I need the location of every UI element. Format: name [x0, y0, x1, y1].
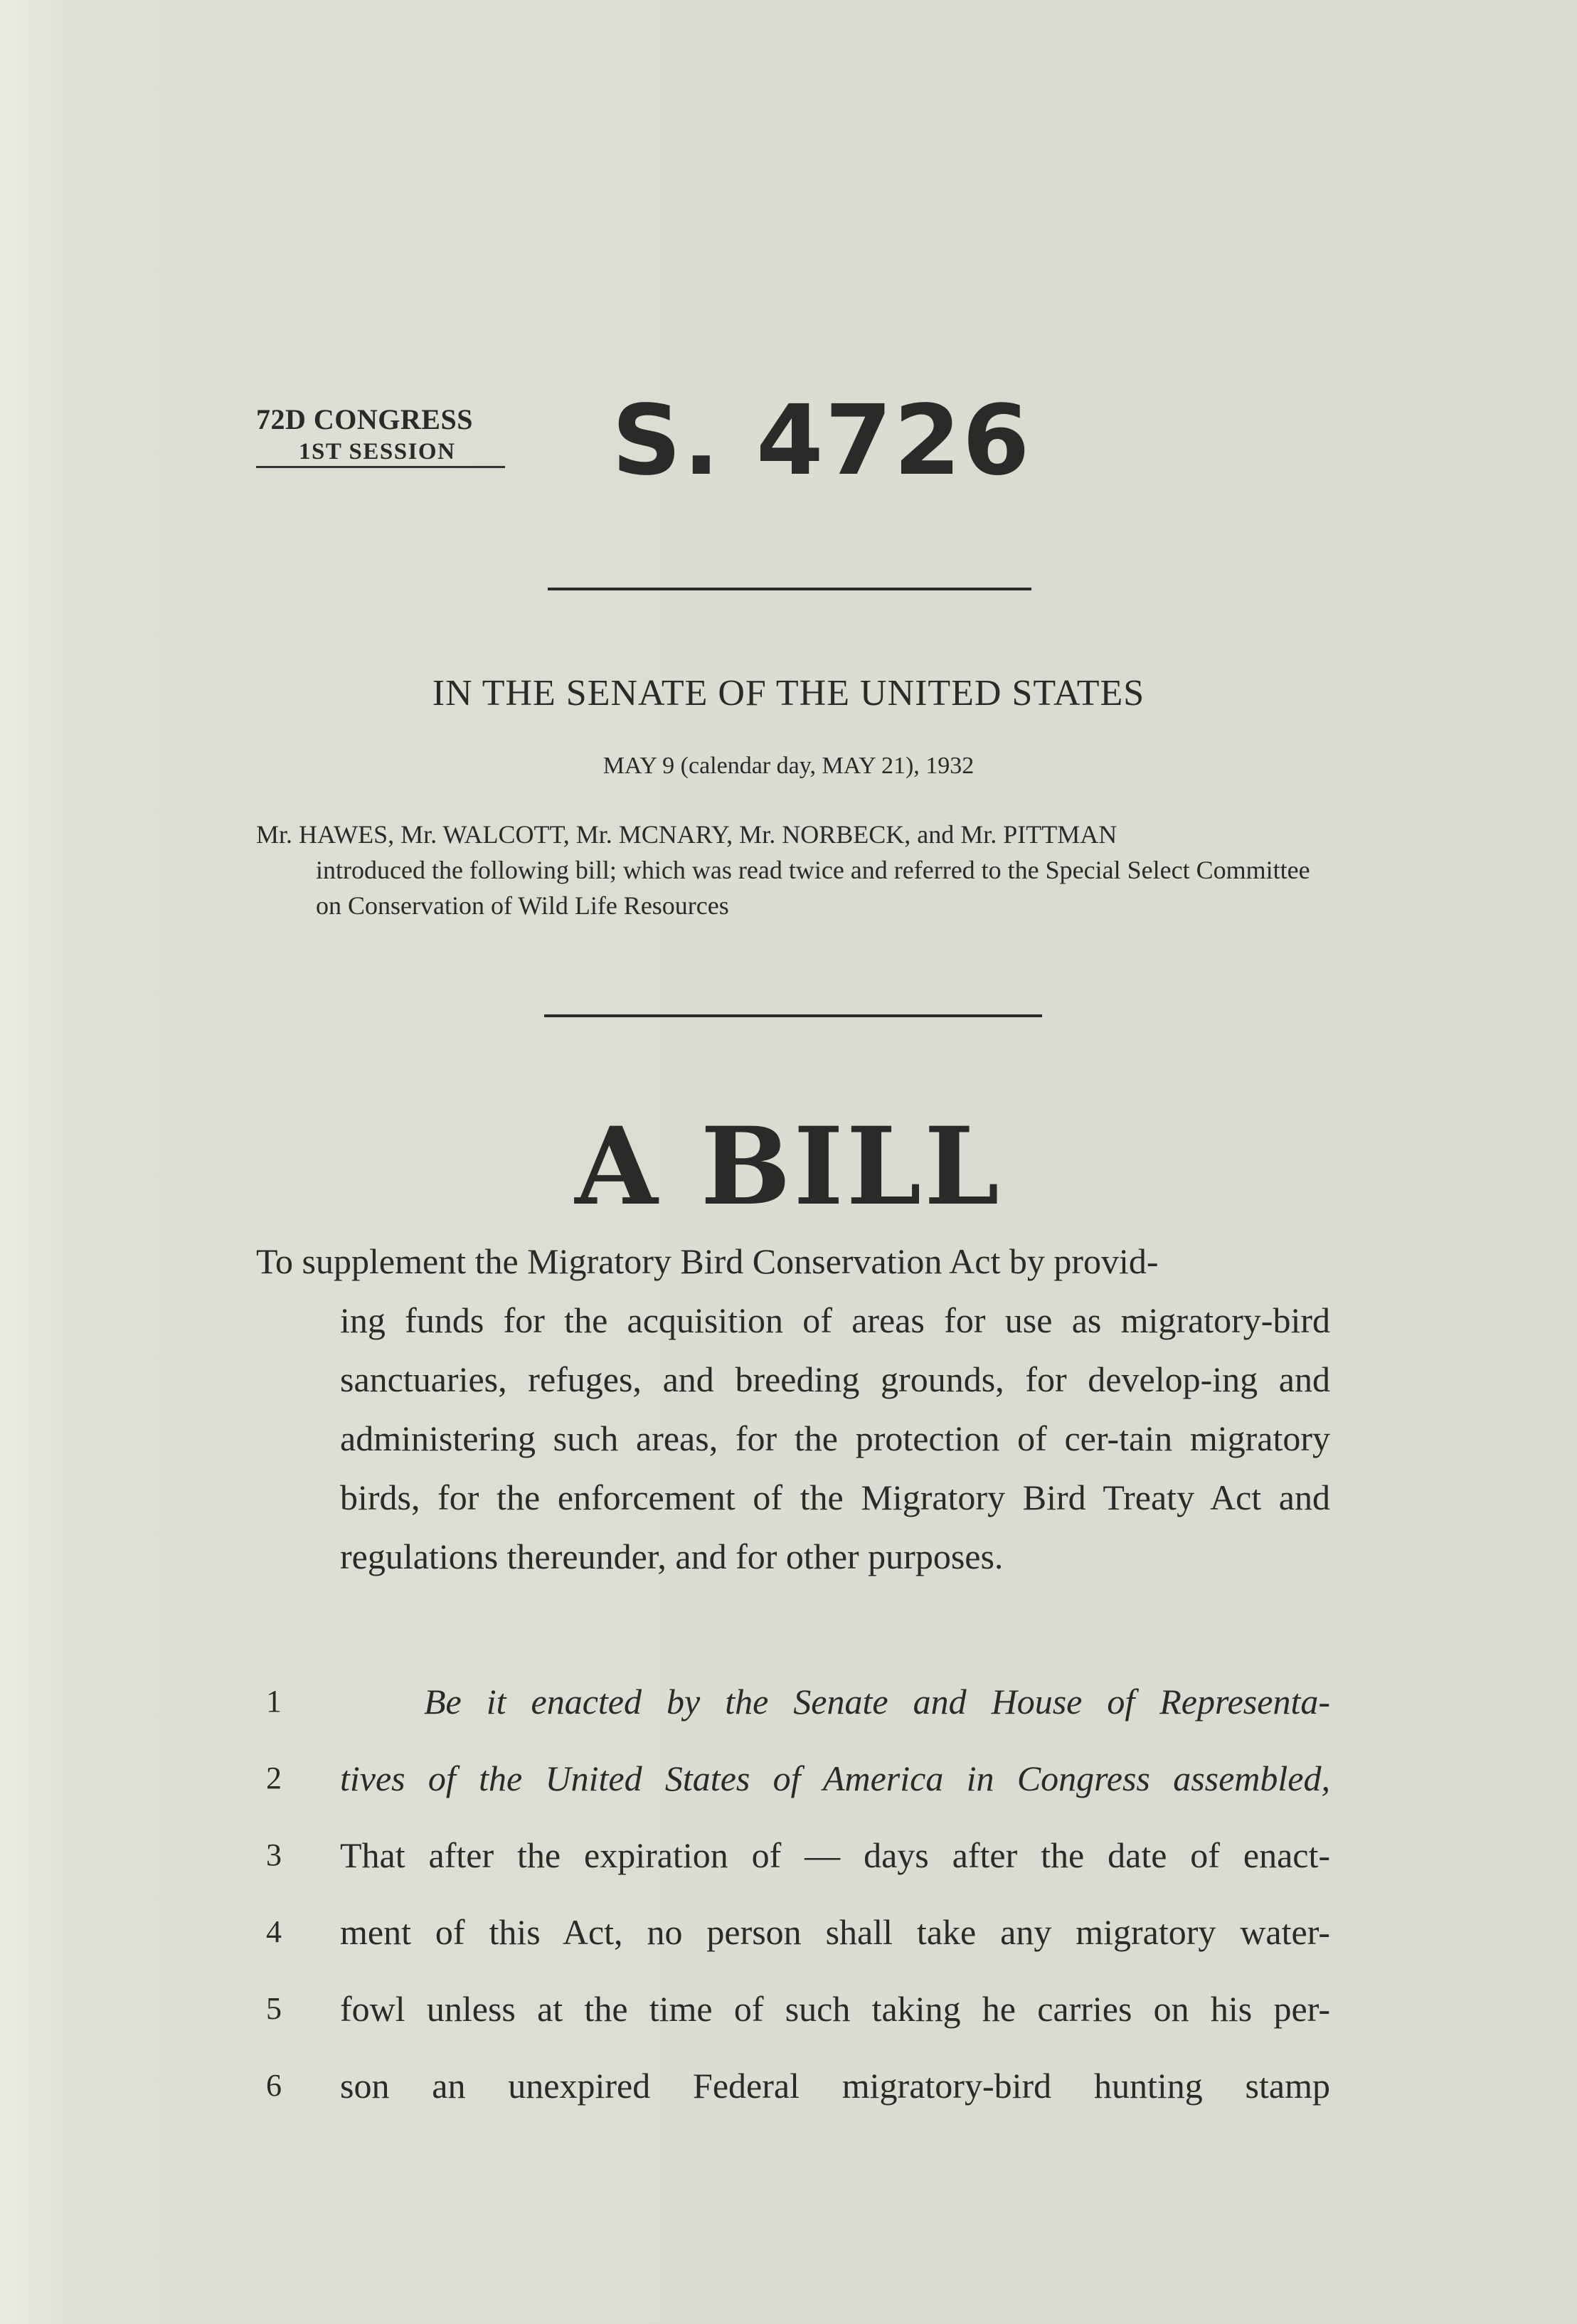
line-number: 1: [266, 1684, 282, 1719]
line-text: son an unexpired Federal migratory-bird hunting stamp: [340, 2066, 1330, 2106]
numbered-line: [256, 1970, 1330, 2047]
sponsors-referral: introduced the following bill; which was read twice and referred to the Special Select Committee on Conservation of Wild Life Resources: [316, 856, 1310, 920]
numbered-line: [256, 1740, 1330, 1817]
sponsors-paragraph: [256, 817, 1330, 923]
date-line: MAY 9 (calendar day, MAY 21), 1932: [602, 753, 975, 779]
line-number: 4: [266, 1914, 282, 1949]
line-number: 5: [266, 1991, 282, 2026]
enacting-clause-text: Be it enacted by the Senate and House of Representa-: [424, 1682, 1330, 1721]
chamber-heading: IN THE SENATE OF THE UNITED STATES: [432, 673, 1145, 713]
line-number: 6: [266, 2068, 282, 2103]
bill-title-rest: ing funds for the acquisition of areas for use as migratory-bird sanctuaries, refuges, and breeding grounds, for develop-ing and administering such areas, for the protection of cer-tain migratory birds, for the enforcement of the Migratory Bird Treaty Act and regulations thereunder, and for other purposes.: [340, 1300, 1330, 1576]
line-text: tives of the United States of America in Congress assembled,: [340, 1758, 1330, 1798]
congress-label: 72D CONGRESS: [256, 403, 473, 435]
bill-number: S. 4726: [612, 385, 1031, 497]
congress-session-block: [256, 402, 505, 468]
line-text: [424, 1663, 1330, 1740]
sponsors-names: Mr. HAWES, Mr. WALCOTT, Mr. MCNARY, Mr. NORBECK, and Mr. PITTMAN: [256, 820, 1117, 849]
bill-title: [256, 1232, 1330, 1586]
numbered-line: [256, 1817, 1330, 1894]
numbered-line: [256, 1894, 1330, 1970]
divider-rule: [548, 588, 1031, 590]
bill-heading: A BILL: [575, 1104, 1002, 1229]
numbered-line: [256, 1663, 1330, 1740]
session-label: 1ST SESSION: [256, 437, 505, 468]
numbered-line: [256, 2047, 1330, 2124]
line-text: ment of this Act, no person shall take any migratory water-: [340, 1912, 1330, 1952]
line-text: That after the expiration of — days after the date of enact-: [340, 1835, 1330, 1875]
line-number: 3: [266, 1837, 282, 1872]
line-text: fowl unless at the time of such taking he carries on his per-: [340, 1989, 1330, 2029]
divider-rule: [544, 1014, 1042, 1017]
line-number: 2: [266, 1761, 282, 1795]
bill-body: [256, 1663, 1330, 2124]
bill-title-first-line: To supplement the Migratory Bird Conservation Act by provid-: [256, 1241, 1159, 1281]
